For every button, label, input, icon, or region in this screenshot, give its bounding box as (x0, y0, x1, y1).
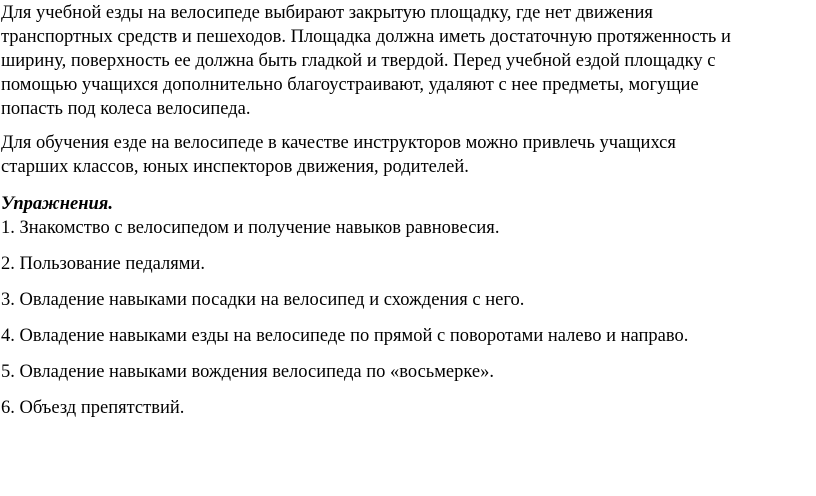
exercise-item: 1. Знакомство с велосипедом и получение навыков равновесия. (1, 218, 500, 238)
intro-paragraph: Для учебной езды на велосипеде выбирают закрытую площадку, где нет движения транспортных средств и пешеходов. Площадка должна иметь достаточную протяженность и ширину, поверхность ее должна быть гладкой и твердой. Перед учебной ездой площадку с помощью учащихся дополнительно благоустраивают, удаляют с нее предметы, могущие попасть под колеса велосипеда. (1, 3, 731, 119)
exercise-item: 3. Овладение навыками посадки на велосипед и схождения с него. (1, 290, 525, 310)
instructors-paragraph: Для обучения езде на велосипеде в качестве инструкторов можно привлечь учащихся старших классов, юных инспекторов движения, родителей. (1, 133, 676, 177)
exercise-item: 4. Овладение навыками езды на велосипеде по прямой с поворотами налево и направо. (1, 326, 689, 346)
exercises-heading: Упражнения. (1, 194, 113, 214)
exercises-list (1, 216, 816, 420)
exercise-item: 6. Объезд препятствий. (1, 398, 185, 418)
exercise-item: 2. Пользование педалями. (1, 254, 205, 274)
exercise-item: 5. Овладение навыками вождения велосипеда по «восьмерке». (1, 362, 495, 382)
